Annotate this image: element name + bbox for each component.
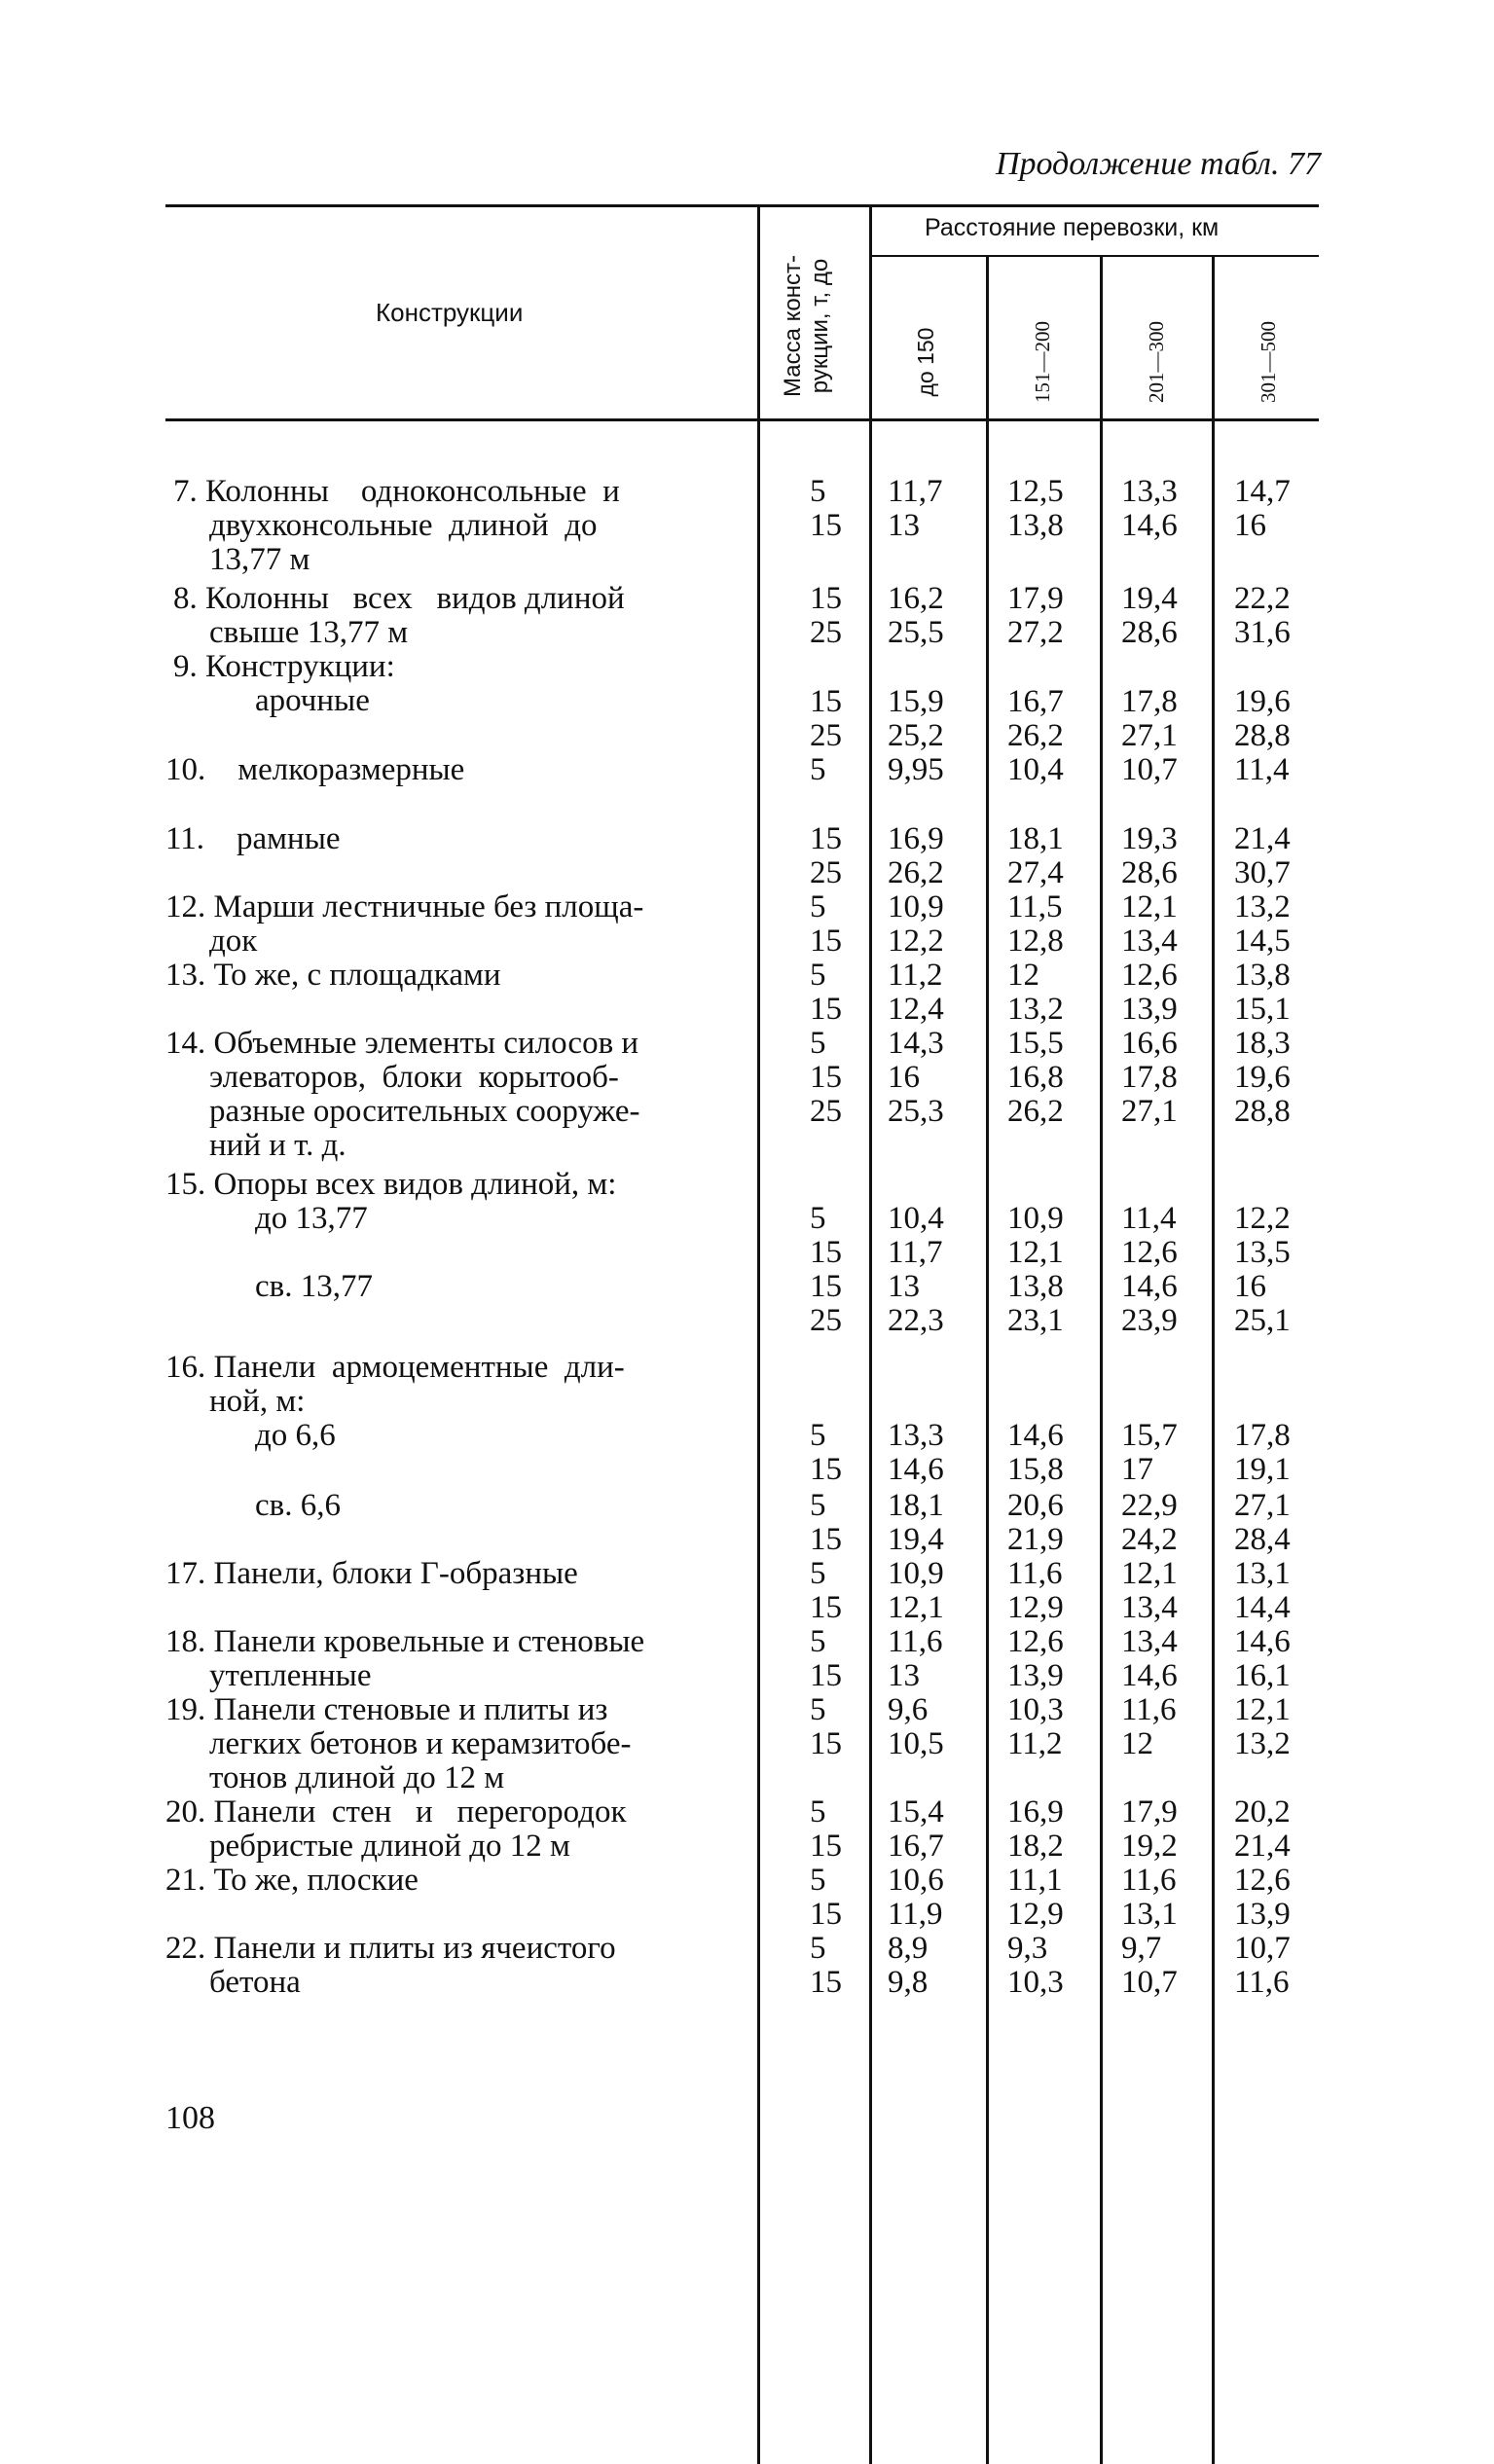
value-cell: 28,6	[1121, 615, 1178, 650]
value-cell: 9,95	[888, 752, 944, 787]
row-label-line: 15. Опоры всех видов длиной, м:	[165, 1167, 617, 1202]
mass-cell: 5	[810, 1418, 826, 1453]
value-cell: 10,7	[1121, 1965, 1178, 2000]
mass-cell: 15	[810, 1269, 842, 1304]
value-cell: 13,8	[1007, 508, 1064, 543]
value-cell: 15,9	[888, 684, 944, 719]
value-cell: 17,8	[1234, 1418, 1291, 1453]
value-cell: 20,2	[1234, 1794, 1291, 1830]
value-cell: 21,9	[1007, 1522, 1064, 1557]
row-label-line: 19. Панели стеновые и плиты из	[165, 1692, 608, 1727]
row-label-line: 9. Конструкции:	[173, 649, 395, 684]
row-label-line: бетона	[209, 1965, 301, 2000]
value-cell: 10,5	[888, 1726, 944, 1761]
value-cell: 24,2	[1121, 1522, 1178, 1557]
value-cell: 31,6	[1234, 615, 1291, 650]
header-range-150: до 150	[913, 327, 938, 397]
row-label-line: ной, м:	[209, 1384, 306, 1419]
value-cell: 9,8	[888, 1965, 929, 2000]
value-cell: 14,5	[1234, 924, 1291, 959]
table-top-rule	[165, 204, 1319, 207]
mass-cell: 5	[810, 889, 826, 924]
value-cell: 15,4	[888, 1794, 944, 1830]
column-divider-200	[986, 257, 989, 2464]
distance-sub-rule	[871, 255, 1319, 257]
value-cell: 17,9	[1007, 581, 1064, 616]
value-cell: 13,2	[1234, 1726, 1291, 1761]
value-cell: 11,4	[1234, 752, 1290, 787]
value-cell: 12,8	[1007, 924, 1064, 959]
value-cell: 17,9	[1121, 1794, 1178, 1830]
value-cell: 11,2	[1007, 1726, 1063, 1761]
value-cell: 12,1	[1234, 1692, 1291, 1727]
value-cell: 19,4	[888, 1522, 944, 1557]
mass-cell: 5	[810, 1794, 826, 1830]
mass-cell: 15	[810, 1235, 842, 1270]
value-cell: 14,6	[1121, 1658, 1178, 1693]
row-label-line: 18. Панели кровельные и стеновые	[165, 1624, 645, 1659]
value-cell: 9,7	[1121, 1931, 1162, 1966]
mass-cell: 15	[810, 1965, 842, 2000]
value-cell: 13	[888, 1658, 920, 1693]
mass-cell: 15	[810, 1522, 842, 1557]
row-label-line: 11. рамные	[165, 821, 341, 856]
value-cell: 28,6	[1121, 855, 1178, 890]
value-cell: 9,6	[888, 1692, 929, 1727]
value-cell: 10,7	[1121, 752, 1178, 787]
value-cell: 12,4	[888, 992, 944, 1027]
mass-cell: 5	[810, 1931, 826, 1966]
value-cell: 14,4	[1234, 1590, 1291, 1625]
row-label-line: разные оросительных сооруже-	[209, 1094, 640, 1129]
row-label-line: 14. Объемные элементы силосов и	[165, 1026, 639, 1061]
value-cell: 13,1	[1234, 1556, 1291, 1591]
value-cell: 23,9	[1121, 1303, 1178, 1338]
mass-cell: 5	[810, 752, 826, 787]
header-range-300: 201—300	[1145, 321, 1168, 403]
row-label-line: 16. Панели армоцементные дли-	[165, 1350, 625, 1385]
mass-cell: 15	[810, 1060, 842, 1095]
value-cell: 11,7	[888, 474, 943, 509]
value-cell: 16,9	[1007, 1794, 1064, 1830]
value-cell: 12,6	[1121, 958, 1178, 993]
row-label-line: двухконсольные длиной до	[209, 508, 598, 543]
value-cell: 28,8	[1234, 718, 1291, 753]
row-label-line: 22. Панели и плиты из ячеистого	[165, 1931, 616, 1966]
value-cell: 25,1	[1234, 1303, 1291, 1338]
value-cell: 13,4	[1121, 1590, 1178, 1625]
value-cell: 16,6	[1121, 1026, 1178, 1061]
value-cell: 13,4	[1121, 1624, 1178, 1659]
value-cell: 11,1	[1007, 1863, 1063, 1898]
value-cell: 17	[1121, 1452, 1153, 1487]
value-cell: 19,1	[1234, 1452, 1291, 1487]
value-cell: 10,9	[1007, 1201, 1064, 1236]
value-cell: 22,2	[1234, 581, 1291, 616]
mass-cell: 25	[810, 1303, 842, 1338]
value-cell: 12,6	[1007, 1624, 1064, 1659]
value-cell: 14,7	[1234, 474, 1291, 509]
row-label-line: 13,77 м	[209, 542, 310, 577]
value-cell: 19,6	[1234, 684, 1291, 719]
value-cell: 16,7	[888, 1829, 944, 1864]
mass-cell: 25	[810, 855, 842, 890]
row-label-line: арочные	[255, 683, 370, 718]
value-cell: 12,6	[1234, 1863, 1291, 1898]
value-cell: 27,2	[1007, 615, 1064, 650]
value-cell: 11,7	[888, 1235, 943, 1270]
value-cell: 18,1	[888, 1488, 944, 1523]
value-cell: 27,1	[1121, 718, 1178, 753]
row-label-line: элеваторов, блоки корытооб-	[209, 1060, 619, 1095]
header-range-200: 151—200	[1031, 321, 1054, 403]
header-distance: Расстояние перевозки, км	[925, 214, 1220, 241]
header-constructions: Конструкции	[376, 298, 524, 327]
mass-cell: 15	[810, 821, 842, 856]
value-cell: 12,5	[1007, 474, 1064, 509]
mass-cell: 5	[810, 1556, 826, 1591]
mass-cell: 5	[810, 1692, 826, 1727]
value-cell: 10,4	[888, 1201, 944, 1236]
value-cell: 21,4	[1234, 1829, 1291, 1864]
value-cell: 14,6	[888, 1452, 944, 1487]
mass-cell: 5	[810, 1488, 826, 1523]
row-label-line: 21. То же, плоские	[165, 1863, 419, 1898]
value-cell: 16	[1234, 1269, 1266, 1304]
value-cell: 27,4	[1007, 855, 1064, 890]
mass-cell: 15	[810, 1590, 842, 1625]
mass-cell: 25	[810, 1094, 842, 1129]
column-divider-mass	[757, 206, 760, 2464]
mass-cell: 5	[810, 474, 826, 509]
value-cell: 22,3	[888, 1303, 944, 1338]
value-cell: 16,7	[1007, 684, 1064, 719]
value-cell: 13,4	[1121, 924, 1178, 959]
value-cell: 25,2	[888, 718, 944, 753]
value-cell: 10,6	[888, 1863, 944, 1898]
mass-cell: 15	[810, 508, 842, 543]
value-cell: 25,5	[888, 615, 944, 650]
value-cell: 10,7	[1234, 1931, 1291, 1966]
mass-cell: 15	[810, 1829, 842, 1864]
value-cell: 13,8	[1007, 1269, 1064, 1304]
value-cell: 13,9	[1234, 1897, 1291, 1932]
value-cell: 13,3	[1121, 474, 1178, 509]
value-cell: 27,1	[1234, 1488, 1291, 1523]
value-cell: 19,4	[1121, 581, 1178, 616]
value-cell: 11,6	[888, 1624, 943, 1659]
row-label-line: тонов длиной до 12 м	[209, 1760, 505, 1795]
value-cell: 10,3	[1007, 1692, 1064, 1727]
row-label-line: 12. Марши лестничные без площа-	[165, 889, 644, 924]
row-label-line: легких бетонов и керамзитобе-	[209, 1726, 632, 1761]
value-cell: 16,8	[1007, 1060, 1064, 1095]
value-cell: 11,6	[1007, 1556, 1063, 1591]
mass-cell: 5	[810, 958, 826, 993]
value-cell: 12,2	[1234, 1201, 1291, 1236]
value-cell: 10,9	[888, 1556, 944, 1591]
value-cell: 11,6	[1121, 1863, 1177, 1898]
value-cell: 19,2	[1121, 1829, 1178, 1864]
value-cell: 11,4	[1121, 1201, 1177, 1236]
value-cell: 23,1	[1007, 1303, 1064, 1338]
row-label-line: 8. Колонны всех видов длиной	[173, 581, 625, 616]
mass-cell: 15	[810, 684, 842, 719]
mass-cell: 15	[810, 924, 842, 959]
value-cell: 13	[888, 508, 920, 543]
value-cell: 16,1	[1234, 1658, 1291, 1693]
value-cell: 14,6	[1234, 1624, 1291, 1659]
value-cell: 12,1	[1121, 1556, 1178, 1591]
value-cell: 13,9	[1121, 992, 1178, 1027]
value-cell: 13,9	[1007, 1658, 1064, 1693]
value-cell: 14,6	[1121, 1269, 1178, 1304]
row-label-line: св. 6,6	[255, 1488, 341, 1523]
value-cell: 12,6	[1121, 1235, 1178, 1270]
mass-cell: 15	[810, 581, 842, 616]
row-label-line: свыше 13,77 м	[209, 615, 409, 650]
value-cell: 27,1	[1121, 1094, 1178, 1129]
mass-cell: 5	[810, 1026, 826, 1061]
value-cell: 8,9	[888, 1931, 929, 1966]
value-cell: 14,3	[888, 1026, 944, 1061]
value-cell: 11,6	[1121, 1692, 1177, 1727]
value-cell: 13,5	[1234, 1235, 1291, 1270]
value-cell: 11,9	[888, 1897, 943, 1932]
value-cell: 12,9	[1007, 1590, 1064, 1625]
mass-cell: 5	[810, 1201, 826, 1236]
row-label-line: до 13,77	[255, 1201, 368, 1236]
value-cell: 19,6	[1234, 1060, 1291, 1095]
value-cell: 16	[1234, 508, 1266, 543]
value-cell: 12,2	[888, 924, 944, 959]
row-label-line: св. 13,77	[255, 1269, 373, 1304]
value-cell: 9,3	[1007, 1931, 1048, 1966]
value-cell: 11,2	[888, 958, 943, 993]
column-divider-500	[1212, 257, 1215, 2464]
row-label-line: 7. Колонны одноконсольные и	[173, 474, 620, 509]
value-cell: 12,9	[1007, 1897, 1064, 1932]
value-cell: 18,3	[1234, 1026, 1291, 1061]
value-cell: 25,3	[888, 1094, 944, 1129]
value-cell: 15,8	[1007, 1452, 1064, 1487]
value-cell: 26,2	[1007, 718, 1064, 753]
column-divider-300	[1100, 257, 1103, 2464]
value-cell: 16,2	[888, 581, 944, 616]
table-caption: Продолжение табл. 77	[995, 146, 1321, 182]
value-cell: 11,5	[1007, 889, 1063, 924]
value-cell: 12,1	[1121, 889, 1178, 924]
value-cell: 12	[1121, 1726, 1153, 1761]
mass-cell: 25	[810, 718, 842, 753]
value-cell: 12,1	[888, 1590, 944, 1625]
row-label-line: 13. То же, с площадками	[165, 958, 501, 993]
mass-cell: 5	[810, 1624, 826, 1659]
mass-cell: 15	[810, 1452, 842, 1487]
value-cell: 18,2	[1007, 1829, 1064, 1864]
value-cell: 26,2	[1007, 1094, 1064, 1129]
column-divider-150	[869, 206, 872, 2464]
value-cell: 13,8	[1234, 958, 1291, 993]
value-cell: 13,3	[888, 1418, 944, 1453]
value-cell: 30,7	[1234, 855, 1291, 890]
value-cell: 17,8	[1121, 1060, 1178, 1095]
value-cell: 14,6	[1007, 1418, 1064, 1453]
mass-cell: 25	[810, 615, 842, 650]
value-cell: 16	[888, 1060, 920, 1095]
value-cell: 15,7	[1121, 1418, 1178, 1453]
value-cell: 17,8	[1121, 684, 1178, 719]
mass-cell: 5	[810, 1863, 826, 1898]
value-cell: 15,1	[1234, 992, 1291, 1027]
value-cell: 26,2	[888, 855, 944, 890]
row-label-line: ний и т. д.	[209, 1128, 346, 1163]
value-cell: 22,9	[1121, 1488, 1178, 1523]
row-label-line: утепленные	[209, 1658, 372, 1693]
value-cell: 12	[1007, 958, 1039, 993]
value-cell: 28,8	[1234, 1094, 1291, 1129]
row-label-line: 20. Панели стен и перегородок	[165, 1794, 627, 1830]
value-cell: 13,2	[1234, 889, 1291, 924]
row-label-line: до 6,6	[255, 1418, 336, 1453]
value-cell: 13,1	[1121, 1897, 1178, 1932]
header-range-500: 301—500	[1257, 321, 1280, 403]
value-cell: 28,4	[1234, 1522, 1291, 1557]
mass-cell: 15	[810, 1897, 842, 1932]
mass-cell: 15	[810, 992, 842, 1027]
value-cell: 19,3	[1121, 821, 1178, 856]
value-cell: 11,6	[1234, 1965, 1290, 2000]
value-cell: 18,1	[1007, 821, 1064, 856]
value-cell: 10,9	[888, 889, 944, 924]
page-number: 108	[165, 2100, 215, 2136]
value-cell: 13	[888, 1269, 920, 1304]
value-cell: 14,6	[1121, 508, 1178, 543]
row-label-line: ребристые длиной до 12 м	[209, 1829, 570, 1864]
value-cell: 21,4	[1234, 821, 1291, 856]
mass-cell: 15	[810, 1726, 842, 1761]
value-cell: 16,9	[888, 821, 944, 856]
header-mass: Масса конст- рукции, т, до	[780, 255, 833, 397]
mass-cell: 15	[810, 1658, 842, 1693]
value-cell: 10,3	[1007, 1965, 1064, 2000]
row-label-line: док	[209, 924, 258, 959]
value-cell: 10,4	[1007, 752, 1064, 787]
value-cell: 20,6	[1007, 1488, 1064, 1523]
value-cell: 13,2	[1007, 992, 1064, 1027]
row-label-line: 10. мелкоразмерные	[165, 752, 465, 787]
value-cell: 15,5	[1007, 1026, 1064, 1061]
value-cell: 12,1	[1007, 1235, 1064, 1270]
row-label-line: 17. Панели, блоки Г-образные	[165, 1556, 578, 1591]
